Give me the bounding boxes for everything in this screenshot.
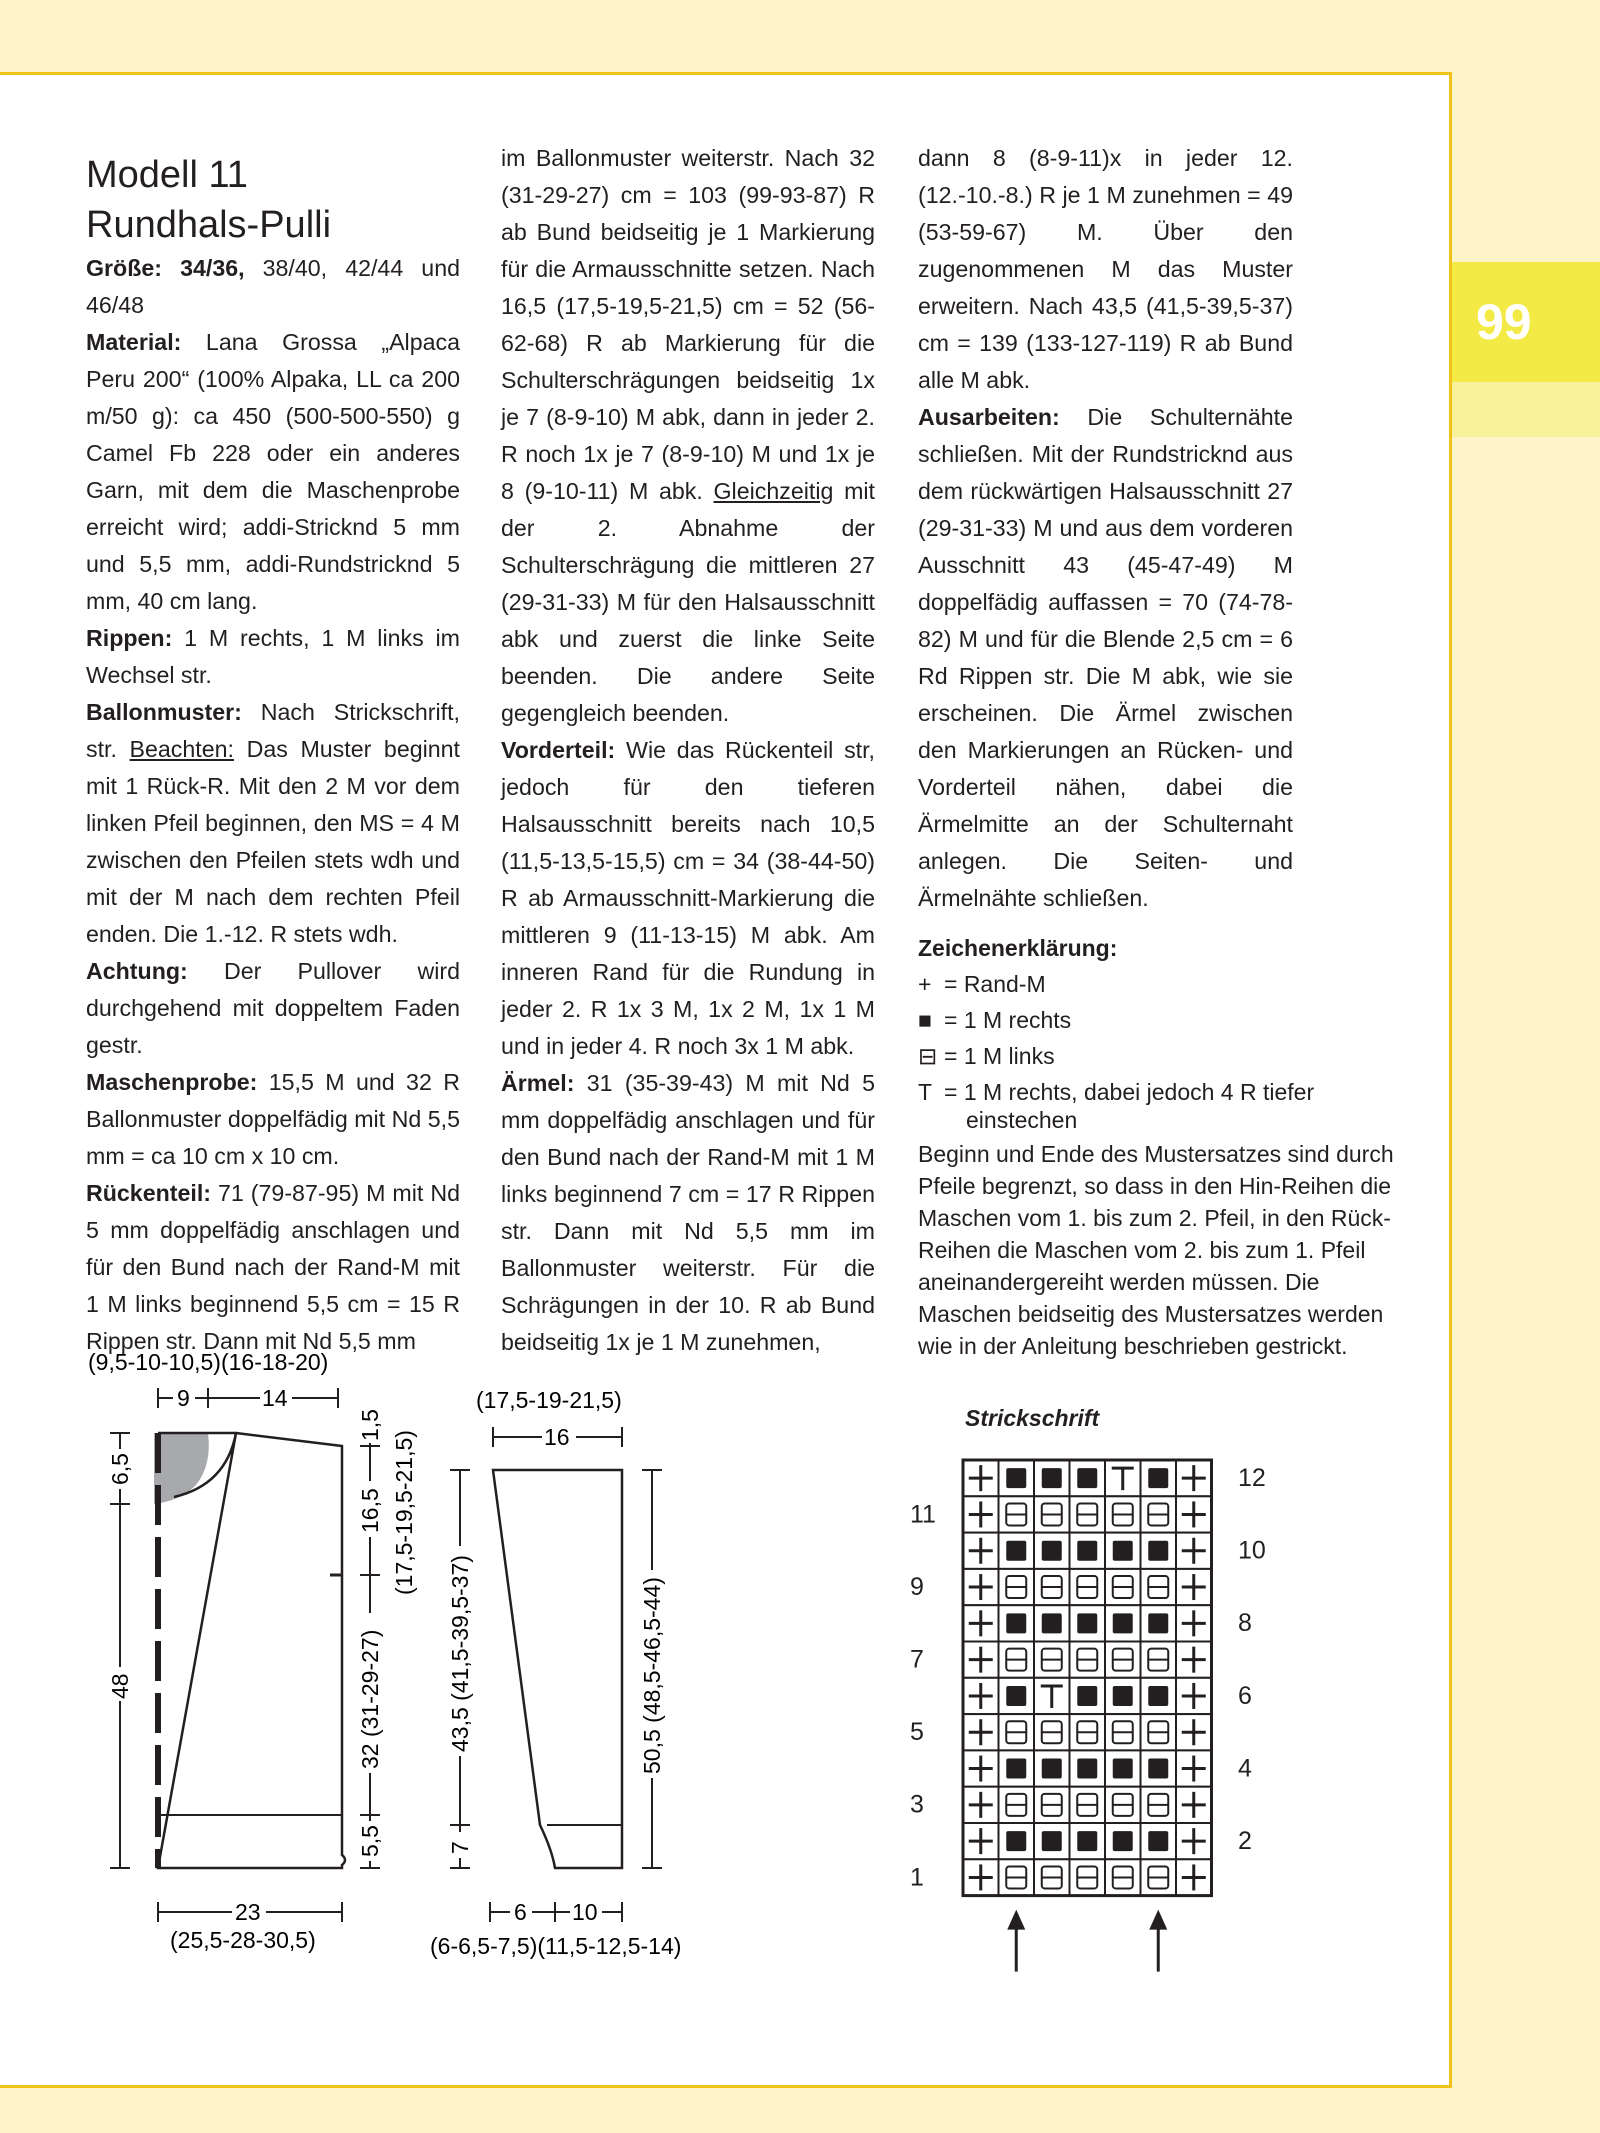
probe-text: 15,5 M und 32 R Ballonmuster doppelfädig mit Nd 5,5 mm = ca 10 cm x 10 cm. — [86, 1069, 460, 1169]
filled-square-icon — [1077, 1686, 1097, 1706]
aus-text: Die Schulternähte schließen. Mit der Rundstricknd aus dem rückwärtigen Halsausschnitt 27 (29-31-33) M und aus dem vorderen Ausschnitt 43 (45-47-49) M doppelfädig auffassen = 70 (74-78-82) M und für die Blende 2,5 cm = 6 Rd Rippen str. Die M abk, wie sie erscheinen. Die Ärmel zwischen den Markierungen an Rücken- und Vorderteil nähen, dabei die Ärmelmitte an der Schulternaht anlegen. Die Seiten- und Ärmelnähte schließen. — [918, 404, 1293, 911]
row-number: 3 — [910, 1790, 924, 1819]
material-text: Lana Grossa „Alpaca Peru 200“ (100% Alpaka, LL ca 200 m/50 g): ca 450 (500-500-550) g Camel Fb 228 oder ein anderes Garn, mit dem die Maschenprobe erreicht wird; addi-Stricknd 5 mm und 5,5 mm, addi-Rundstricknd 5 mm, 40 cm lang. — [86, 329, 460, 614]
filled-square-icon — [1077, 1759, 1097, 1779]
arrow-up-icon — [1007, 1910, 1025, 1930]
sleeve-outline — [493, 1470, 622, 1868]
dim-6-5: 6,5 — [107, 1453, 133, 1485]
row-number: 2 — [1238, 1827, 1252, 1855]
legend-text: = Rand-M — [944, 971, 1046, 997]
filled-square-icon — [1006, 1613, 1026, 1633]
neck-shading — [154, 1433, 209, 1504]
ballon-label: Ballonmuster: — [86, 699, 242, 725]
dim-1-5: 1,5 — [357, 1409, 383, 1441]
material-label: Material: — [86, 329, 182, 355]
row-number: 6 — [1238, 1681, 1252, 1710]
dim-9: 9 — [177, 1385, 190, 1411]
dim-10: 10 — [572, 1899, 598, 1925]
filled-square-icon — [1006, 1686, 1026, 1706]
filled-square-icon — [1006, 1759, 1026, 1779]
ruecken-text: 71 (79-87-95) M mit Nd 5 mm doppelfädig anschlagen und für den Bund nach der Rand-M mit 1 M links beginnend 5,5 cm = 15 R Rippen str. Dann mit Nd 5,5 mm — [86, 1180, 460, 1354]
sleeve-bottom-label: (6-6,5-7,5)(11,5-12,5-14) — [430, 1933, 682, 1959]
filled-square-icon — [1113, 1759, 1133, 1779]
probe-label: Maschenprobe: — [86, 1069, 258, 1095]
filled-square-icon — [1042, 1613, 1062, 1633]
filled-square-icon — [1077, 1541, 1097, 1561]
arrow-up-icon — [1149, 1910, 1167, 1930]
dim-50-5: 50,5 (48,5-46,5-44) — [639, 1577, 665, 1774]
aermel-label: Ärmel: — [501, 1070, 575, 1096]
legend-explanation: Beginn und Ende des Mustersatzes sind durch Pfeile begrenzt, so dass in den Hin-Reihen die Maschen vom 1. bis zum 2. Pfeil, in den Rück-Reihen die Maschen vom 2. bis zum 1. Pfeil aneinandergereiht werden müssen. Die Maschen beidseitig des Mustersatzes werden wie in der Anleitung beschrieben gestrickt. — [918, 1141, 1394, 1359]
row-number: 11 — [910, 1500, 936, 1529]
aus-label: Ausarbeiten: — [918, 404, 1060, 430]
rippen-label: Rippen: — [86, 625, 173, 651]
dim-14: 14 — [262, 1385, 288, 1411]
filled-square-icon — [1077, 1468, 1097, 1488]
dim-7: 7 — [447, 1841, 473, 1854]
row-number: 10 — [1238, 1536, 1266, 1565]
filled-square-icon — [1077, 1613, 1097, 1633]
groesse-text: 38/40, 42/44 und 46/48 — [86, 255, 460, 318]
groesse-main: 34/36, — [162, 255, 245, 281]
filled-square-icon — [1113, 1831, 1133, 1851]
dim-43-5: 43,5 (41,5-39,5-37) — [447, 1555, 473, 1752]
legend-item-tiefer-cont: einstechen — [966, 1107, 1078, 1133]
row-number: 1 — [910, 1863, 924, 1892]
filled-square-icon — [1148, 1686, 1168, 1706]
filled-square-icon — [1006, 1831, 1026, 1851]
filled-square-icon — [1148, 1831, 1168, 1851]
aermel-text: 31 (35-39-43) M mit Nd 5 mm doppelfädig anschlagen und für den Bund nach der Rand-M mit 1 M links beginnend 7 cm = 17 R Rippen str. Dann mit Nd 5,5 mm im Ballonmuster weiterstr. Für die Schrägungen in der 10. R ab Bund beidseitig 1x je 1 M zunehmen, — [501, 1070, 875, 1355]
dim-6: 6 — [514, 1899, 527, 1925]
filled-square-icon — [1148, 1468, 1168, 1488]
filled-square-icon: ■ — [918, 1007, 932, 1033]
aermel-cont: dann 8 (8-9-11)x in jeder 12. (12.-10.-8.) R je 1 M zunehmen = 49 (53-59-67) M. Über den zugenommenen M das Muster erweitern. Nach 43,5 (41,5-39,5-37) cm = 139 (133-127-119) R ab Bund alle M abk. — [918, 145, 1293, 393]
row-number: 9 — [910, 1572, 924, 1601]
row-number: 12 — [1238, 1464, 1266, 1492]
filled-square-icon — [1006, 1468, 1026, 1488]
dim-16-5: 16,5 — [357, 1488, 383, 1533]
filled-square-icon — [1006, 1541, 1026, 1561]
dim-23: 23 — [235, 1899, 261, 1925]
dim-16-5-alt: (17,5-19,5-21,5) — [391, 1430, 417, 1595]
ruecken-cont-2: mit der 2. Abnahme der Schulterschrägung die mittleren 27 (29-31-33) M für den Halsausschnitt abk und zuerst die linke Seite beenden. Die andere Seite gegengleich beenden. — [501, 478, 875, 726]
filled-square-icon — [1042, 1759, 1062, 1779]
filled-square-icon — [1042, 1831, 1062, 1851]
row-number: 5 — [910, 1718, 924, 1747]
groesse-label: Größe: — [86, 255, 163, 281]
ballon-text-1: Nach Strickschrift, str. — [86, 699, 460, 762]
achtung-text: Der Pullover wird durchgehend mit doppeltem Faden gestr. — [86, 958, 460, 1058]
legend-text: = 1 M rechts — [944, 1007, 1072, 1033]
minus-square-icon: ⊟ — [918, 1043, 938, 1069]
body-schematic — [80, 1345, 420, 1965]
title-line-1: Modell 11 — [86, 154, 248, 196]
legend-text: = 1 M rechts, dabei jedoch 4 R tiefer — [944, 1079, 1315, 1105]
title-line-2: Rundhals-Pulli — [86, 204, 332, 246]
t-symbol-icon: T — [918, 1079, 933, 1105]
legend-heading: Zeichenerklärung: — [918, 935, 1118, 961]
body-outline — [158, 1433, 345, 1868]
filled-square-icon — [1077, 1831, 1097, 1851]
filled-square-icon — [1113, 1541, 1133, 1561]
rippen-text: 1 M rechts, 1 M links im Wechsel str. — [86, 625, 460, 688]
filled-square-icon — [1148, 1613, 1168, 1633]
filled-square-icon — [1148, 1541, 1168, 1561]
vorder-label: Vorderteil: — [501, 737, 616, 763]
vorder-text: Wie das Rückenteil str, jedoch für den tieferen Halsausschnitt bereits nach 10,5 (11,5-13,5-15,5) cm = 34 (38-44-50) R ab Armausschnitt-Markierung die mittleren 9 (11-13-15) M abk. Am inneren Rand für die Rundung in jeder 2. R 1x 3 M, 1x 2 M, 1x 1 M und in jeder 4. R noch 3x 1 M abk. — [501, 737, 875, 1059]
dim-16: 16 — [544, 1424, 570, 1450]
row-number: 8 — [1238, 1609, 1252, 1638]
ballon-text-2: Das Muster beginnt mit 1 Rück-R. Mit den 2 M vor dem linken Pfeil beginnen, den MS = 4 M zwischen den Pfeilen stets wdh und mit der M nach dem rechten Pfeil enden. Die 1.-12. R stets wdh. — [86, 736, 460, 947]
filled-square-icon — [1148, 1759, 1168, 1779]
filled-square-icon — [1113, 1613, 1133, 1633]
plus-icon: + — [918, 971, 932, 997]
page-number: 99 — [1476, 294, 1532, 350]
chart-title: Strickschrift — [965, 1405, 1100, 1431]
sleeve-schematic — [430, 1380, 720, 1970]
ballon-beachten: Beachten: — [129, 736, 234, 762]
row-number: 7 — [910, 1645, 924, 1674]
filled-square-icon — [1042, 1468, 1062, 1488]
ruecken-cont-1: im Ballonmuster weiterstr. Nach 32 (31-29-27) cm = 103 (99-93-87) R ab Bund beidseitig je 1 Markierung für die Armausschnitte setzen. Nach 16,5 (17,5-19,5-21,5) cm = 52 (56-62-68) R ab Markierung für die Schulterschrägungen beidseitig 1x je 7 (8-9-10) M abk, dann in jeder 2. R noch 1x je 7 (8-9-10) M und 1x je 8 (9-10-11) M abk. — [501, 145, 875, 504]
filled-square-icon — [1042, 1541, 1062, 1561]
sleeve-top-label: (17,5-19-21,5) — [476, 1387, 622, 1413]
dim-5-5: 5,5 — [357, 1825, 383, 1857]
achtung-label: Achtung: — [86, 958, 188, 984]
body-top-label: (9,5-10-10,5)(16-18-20) — [88, 1349, 329, 1375]
dim-48: 48 — [107, 1673, 133, 1699]
legend-text: = 1 M links — [944, 1043, 1055, 1069]
row-number: 4 — [1238, 1754, 1252, 1783]
dim-32: 32 (31-29-27) — [357, 1629, 383, 1769]
dim-23-alt: (25,5-28-30,5) — [170, 1927, 316, 1953]
ruecken-label: Rückenteil: — [86, 1180, 211, 1206]
gleichzeitig: Gleichzeitig — [713, 478, 834, 504]
filled-square-icon — [1113, 1686, 1133, 1706]
